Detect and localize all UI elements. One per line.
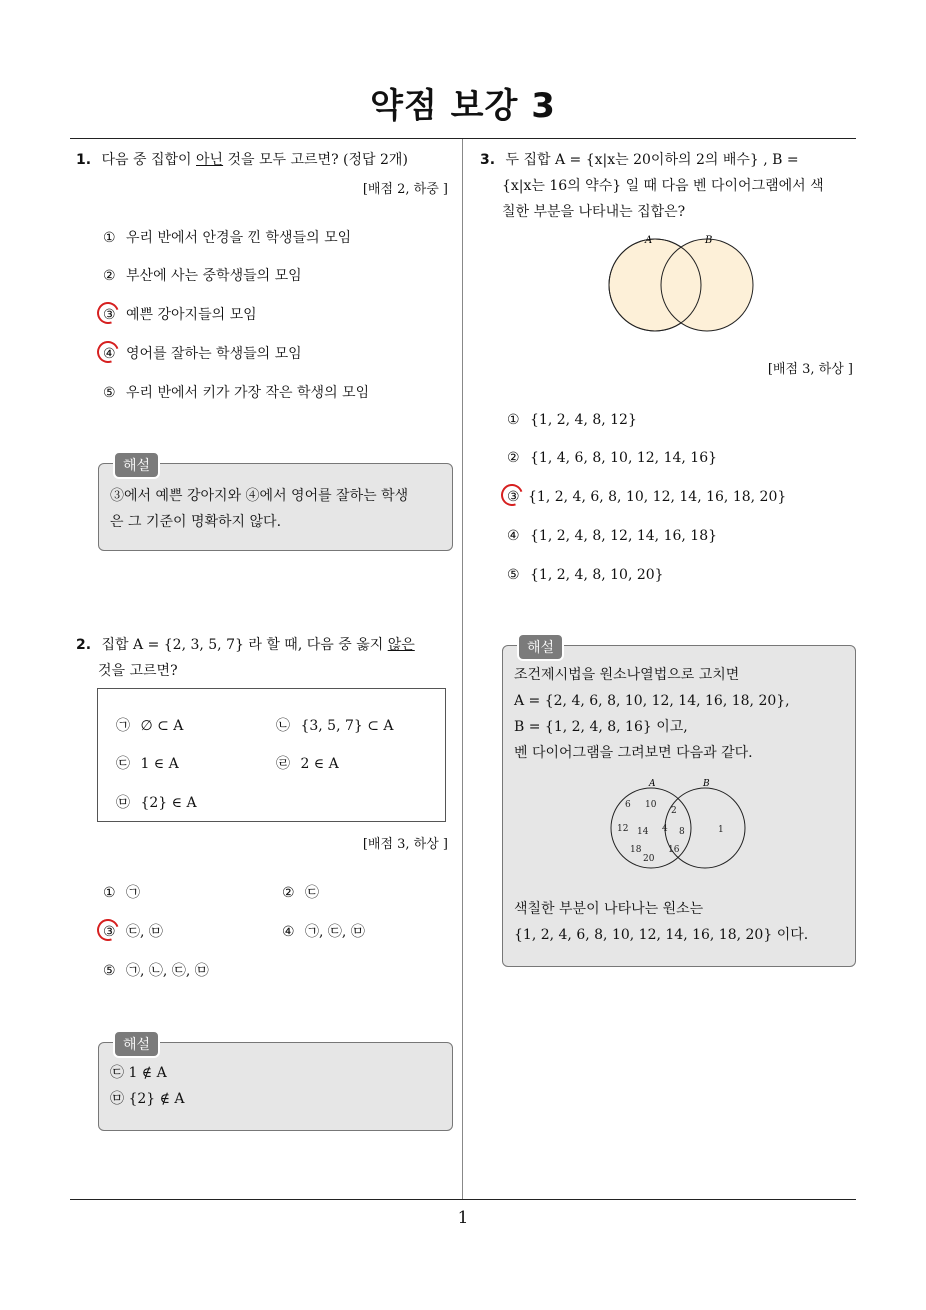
q2-option-5-text: ㉠, ㉡, ㉢, ㉤ — [126, 963, 209, 979]
q1-solution-text — [110, 483, 408, 535]
q2-option-3-num: ③ — [103, 924, 116, 940]
q2-solution-line-1: ㉢ 1 ∉ A — [110, 1065, 167, 1081]
q3-option-5-num: ⑤ — [507, 567, 520, 583]
q2-text-underlined: 않은 — [387, 637, 415, 653]
q2-solution-text — [110, 1060, 185, 1112]
q3-option-3[interactable] — [507, 487, 786, 507]
venn-element: 1 — [718, 825, 724, 835]
q2-option-4-num: ④ — [282, 924, 295, 940]
solution-venn-label-a: A — [649, 779, 656, 789]
q3-number: 3. — [480, 152, 496, 168]
q2-option-2-text: ㉢ — [305, 885, 320, 901]
q3-option-2[interactable] — [507, 448, 717, 468]
q2-statement-5-num: ㉤ — [116, 795, 130, 811]
q1-solution-box — [98, 458, 453, 551]
q3-solution-box — [502, 640, 856, 967]
q3-text-line3: 칠한 부분을 나타내는 집합은? — [502, 204, 686, 220]
q2-statement-2-num: ㉡ — [276, 718, 290, 734]
q2-statement-2 — [276, 716, 394, 736]
q3-solution-text — [514, 662, 790, 766]
q3-option-5-text: {1, 2, 4, 8, 10, 20} — [530, 567, 664, 583]
column-divider — [462, 139, 463, 1199]
q3-solution-tag: 해설 — [517, 633, 564, 661]
venn-element: 16 — [668, 845, 680, 855]
q3-text-line2: {x|x는 16의 약수} 일 때 다음 벤 다이어그램에서 색 — [502, 178, 824, 194]
q1-option-2[interactable] — [103, 266, 302, 286]
q1-text-after: 것을 모두 고르면? (정답 2개) — [223, 152, 408, 168]
q2-solution-line-2: ㉤ {2} ∉ A — [110, 1091, 185, 1107]
q2-option-1-text: ㉠ — [126, 885, 141, 901]
q2-statement-3 — [116, 754, 179, 774]
q2-option-1-num: ① — [103, 885, 116, 901]
q2-statement-5-text: {2} ∈ A — [140, 795, 197, 811]
q3-solution-end-line-2: {1, 2, 4, 6, 8, 10, 12, 14, 16, 18, 20} 이다. — [514, 927, 809, 943]
q1-number: 1. — [76, 152, 92, 168]
q3-option-3-num: ③ — [507, 489, 520, 505]
q1-score: [배점 2, 하중 ] — [362, 182, 448, 197]
venn-element: 6 — [625, 800, 631, 810]
q1-stem — [76, 147, 461, 173]
q3-option-4-text: {1, 2, 4, 8, 12, 14, 16, 18} — [530, 528, 718, 544]
q3-option-4-num: ④ — [507, 528, 520, 544]
venn-element: 10 — [645, 800, 657, 810]
q1-solution-line-1: ③에서 예쁜 강아지와 ④에서 영어를 잘하는 학생 — [110, 488, 409, 504]
page-number: 1 — [457, 1208, 469, 1228]
venn-element: 2 — [671, 806, 677, 816]
q1-option-5-text: 우리 반에서 키가 가장 작은 학생의 모임 — [126, 385, 370, 401]
q3-option-1-num: ① — [507, 412, 520, 428]
q3-solution-venn — [603, 776, 753, 876]
venn-element: 20 — [643, 854, 655, 864]
solution-venn-label-b: B — [703, 779, 710, 789]
q1-option-3-num: ③ — [103, 307, 116, 323]
solution-venn-circle-b — [665, 788, 745, 868]
q1-option-2-num: ② — [103, 268, 116, 284]
q2-score: [배점 3, 하상 ] — [362, 837, 448, 852]
q1-option-4[interactable] — [103, 344, 302, 364]
q2-stem — [76, 632, 461, 684]
q2-statement-1-text: ∅ ⊂ A — [140, 718, 184, 734]
q2-statement-box — [97, 688, 446, 822]
top-rule — [70, 138, 856, 139]
q1-option-1[interactable] — [103, 228, 351, 248]
q1-option-3-text: 예쁜 강아지들의 모임 — [126, 307, 257, 323]
page-title: 약점 보강 3 — [370, 86, 556, 126]
q2-statement-4 — [276, 754, 339, 774]
q3-option-2-text: {1, 4, 6, 8, 10, 12, 14, 16} — [530, 450, 718, 466]
venn-element: 8 — [679, 827, 685, 837]
q3-option-4[interactable] — [507, 526, 717, 546]
q1-option-1-num: ① — [103, 230, 116, 246]
q2-statement-1-num: ㉠ — [116, 718, 130, 734]
q3-solution-line-4: 벤 다이어그램을 그려보면 다음과 같다. — [514, 745, 753, 761]
q1-option-4-num: ④ — [103, 346, 116, 362]
venn-circle-b — [661, 239, 753, 331]
q2-option-4[interactable] — [282, 922, 365, 942]
bottom-rule — [70, 1199, 856, 1200]
q1-option-5-num: ⑤ — [103, 385, 116, 401]
q1-solution-tag: 해설 — [113, 451, 160, 479]
q3-option-1[interactable] — [507, 410, 637, 430]
q1-option-1-text: 우리 반에서 안경을 낀 학생들의 모임 — [126, 230, 352, 246]
q3-solution-line-1: 조건제시법을 원소나열법으로 고치면 — [514, 667, 740, 683]
venn-element: 12 — [617, 824, 629, 834]
venn-element: 4 — [662, 824, 668, 834]
q3-solution-line-2: A = {2, 4, 6, 8, 10, 12, 14, 16, 18, 20}, — [514, 693, 790, 709]
q2-statement-3-num: ㉢ — [116, 756, 130, 772]
q3-option-1-text: {1, 2, 4, 8, 12} — [530, 412, 637, 428]
q2-statement-5 — [116, 793, 197, 813]
venn-element: 18 — [630, 845, 642, 855]
venn-label-a: A — [645, 235, 653, 246]
q2-statement-3-text: 1 ∈ A — [140, 756, 179, 772]
q1-option-4-text: 영어를 잘하는 학생들의 모임 — [126, 346, 302, 362]
q1-solution-line-2: 은 그 기준이 명확하지 않다. — [110, 514, 282, 530]
q3-solution-line-3: B = {1, 2, 4, 8, 16} 이고, — [514, 719, 688, 735]
venn-label-b: B — [705, 235, 713, 246]
q2-statement-4-text: 2 ∈ A — [300, 756, 339, 772]
q3-option-5[interactable] — [507, 565, 664, 585]
q2-statement-1 — [116, 716, 183, 736]
q3-stem — [480, 147, 858, 225]
q2-option-1[interactable] — [103, 883, 140, 903]
q1-option-2-text: 부산에 사는 중학생들의 모임 — [126, 268, 302, 284]
q3-solution-end-line-1: 색칠한 부분이 나타나는 원소는 — [514, 901, 704, 917]
q2-option-5-num: ⑤ — [103, 963, 116, 979]
q2-option-4-text: ㉠, ㉢, ㉤ — [305, 924, 365, 940]
q1-text-before: 다음 중 집합이 — [101, 152, 197, 168]
q3-option-2-num: ② — [507, 450, 520, 466]
q1-option-3[interactable] — [103, 305, 257, 325]
q2-option-3-text: ㉢, ㉤ — [126, 924, 163, 940]
q2-text-line2: 것을 고르면? — [98, 663, 178, 679]
q1-text-underlined: 아닌 — [196, 152, 224, 168]
q2-solution-box — [98, 1037, 453, 1131]
q2-text-line1: 집합 A = {2, 3, 5, 7} 라 할 때, 다음 중 옳지 — [101, 637, 388, 653]
q3-solution-conclusion — [514, 896, 808, 948]
q2-solution-tag: 해설 — [113, 1030, 160, 1058]
venn-element: 14 — [637, 827, 649, 837]
q2-statement-4-num: ㉣ — [276, 756, 290, 772]
q3-text-line1: 두 집합 A = {x|x는 20이하의 2의 배수} , B = — [505, 152, 799, 168]
q2-option-2-num: ② — [282, 885, 295, 901]
q3-score: [배점 3, 하상 ] — [767, 362, 853, 377]
q3-venn-diagram — [595, 232, 765, 336]
q2-option-2[interactable] — [282, 883, 319, 903]
q2-statement-2-text: {3, 5, 7} ⊂ A — [300, 718, 394, 734]
q2-number: 2. — [76, 637, 92, 653]
q2-option-5[interactable] — [103, 961, 209, 981]
q3-option-3-text: {1, 2, 4, 6, 8, 10, 12, 14, 16, 18, 20} — [528, 489, 787, 505]
q1-option-5[interactable] — [103, 383, 369, 403]
